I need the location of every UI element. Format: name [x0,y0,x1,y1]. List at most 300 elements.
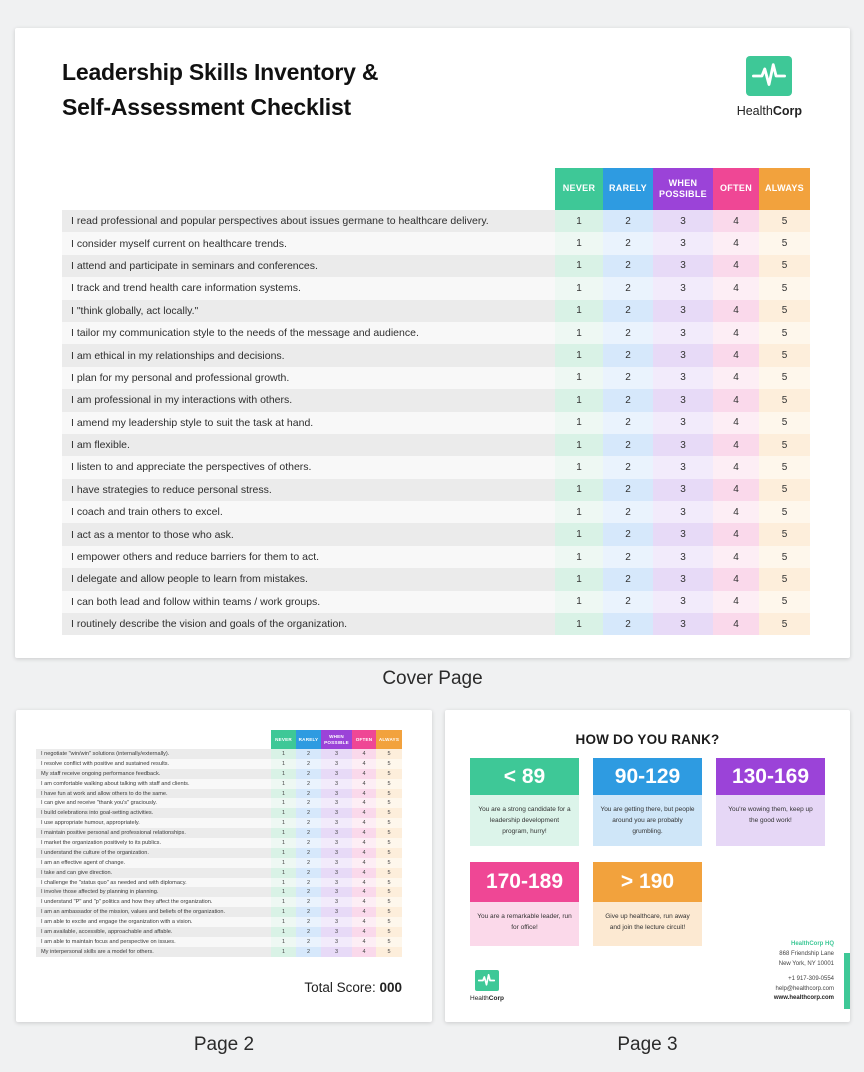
page2-row [36,917,402,927]
page2-rating-always[interactable]: 5 [376,838,402,848]
cover-rating-always[interactable]: 5 [759,210,810,232]
rank-card-2 [593,758,702,846]
page2-rating-rarely[interactable]: 2 [296,887,321,897]
cover-rating-never[interactable]: 1 [555,613,603,635]
cover-rating-often[interactable]: 4 [713,501,759,523]
cover-row [62,568,810,590]
page2-rating-always[interactable]: 5 [376,759,402,769]
cover-rating-often[interactable]: 4 [713,546,759,568]
page2-rating-never[interactable]: 1 [271,818,296,828]
page2-rating-often[interactable]: 4 [352,789,376,799]
page2-rating-never[interactable]: 1 [271,937,296,947]
cover-rating-never[interactable]: 1 [555,255,603,277]
page2-statement: I build celebrations into goal-setting activities. [36,808,271,818]
cover-rating-often[interactable]: 4 [713,255,759,277]
page2-row [36,937,402,947]
page2-rating-often[interactable]: 4 [352,907,376,917]
rank-card-1 [470,758,579,846]
cover-rating-rarely[interactable]: 2 [603,434,653,456]
page2-rating-when-possible[interactable]: 3 [321,848,352,858]
total-score [304,980,402,995]
cover-rating-never[interactable]: 1 [555,523,603,545]
cover-rating-often[interactable]: 4 [713,568,759,590]
cover-rating-often[interactable]: 4 [713,322,759,344]
page2-rating-rarely[interactable]: 2 [296,897,321,907]
cover-rating-when-possible[interactable]: 3 [653,613,713,635]
cover-rating-when-possible[interactable]: 3 [653,456,713,478]
cover-row [62,546,810,568]
page2-row [36,789,402,799]
page2-rating-rarely[interactable]: 2 [296,927,321,937]
cover-statement: I have strategies to reduce personal stress. [62,479,555,501]
cover-rating-often[interactable]: 4 [713,412,759,434]
page2-rating-often[interactable]: 4 [352,749,376,759]
cover-rating-rarely[interactable]: 2 [603,546,653,568]
contact-address1: 868 Friendship Lane [779,951,834,958]
rank-range: 170-189 [470,862,579,902]
cover-statement: I track and trend health care information systems. [62,277,555,299]
cover-statement: I routinely describe the vision and goals of the organization. [62,613,555,635]
page2-rating-often[interactable]: 4 [352,779,376,789]
page2-rating-rarely[interactable]: 2 [296,917,321,927]
cover-rating-often[interactable]: 4 [713,523,759,545]
page2-rating-when-possible[interactable]: 3 [321,887,352,897]
page2-rating-never[interactable]: 1 [271,789,296,799]
page2-rating-always[interactable]: 5 [376,937,402,947]
page2-rating-often[interactable]: 4 [352,808,376,818]
cover-rating-always[interactable]: 5 [759,591,810,613]
cover-row [62,300,810,322]
page2-rating-when-possible[interactable]: 3 [321,759,352,769]
accent-stripe [844,953,850,1009]
column-header-rarely: RARELY [296,730,321,749]
cover-rating-never[interactable]: 1 [555,456,603,478]
page2-rating-always[interactable]: 5 [376,818,402,828]
page2-rating-often[interactable]: 4 [352,798,376,808]
cover-rating-never[interactable]: 1 [555,568,603,590]
cover-rating-when-possible[interactable]: 3 [653,412,713,434]
page2-rating-when-possible[interactable]: 3 [321,947,352,957]
cover-rating-always[interactable]: 5 [759,568,810,590]
page2-statement: I am available, accessible, approachable and affable. [36,927,271,937]
page2-rating-rarely[interactable]: 2 [296,769,321,779]
page2-rating-never[interactable]: 1 [271,887,296,897]
column-header-when-possible: WHEN POSSIBLE [321,730,352,749]
cover-rating-when-possible[interactable]: 3 [653,434,713,456]
page2-rating-always[interactable]: 5 [376,808,402,818]
page2-header-row [36,730,402,749]
page2-rating-rarely[interactable]: 2 [296,878,321,888]
brand-bold: Corp [772,104,802,118]
rank-description: You are a remarkable leader, run for office! [470,902,579,946]
cover-row [62,479,810,501]
page2-rating-when-possible[interactable]: 3 [321,749,352,759]
cover-rating-never[interactable]: 1 [555,367,603,389]
cover-row [62,344,810,366]
cover-rating-never[interactable]: 1 [555,300,603,322]
page2-rating-when-possible[interactable]: 3 [321,907,352,917]
page2-statement: I market the organization positively to its publics. [36,838,271,848]
cover-rating-always[interactable]: 5 [759,300,810,322]
page2-rating-often[interactable]: 4 [352,897,376,907]
page2-statement: I am able to excite and engage the organization with a vision. [36,917,271,927]
cover-rating-when-possible[interactable]: 3 [653,277,713,299]
cover-row [62,591,810,613]
page2-rating-often[interactable]: 4 [352,937,376,947]
cover-statement: I read professional and popular perspectives about issues germane to healthcare delivery. [62,210,555,232]
cover-rating-rarely[interactable]: 2 [603,613,653,635]
cover-row [62,210,810,232]
page2-rating-never[interactable]: 1 [271,848,296,858]
page2-statement: I resolve conflict with positive and sustained results. [36,759,271,769]
cover-rating-rarely[interactable]: 2 [603,344,653,366]
page2-rating-never[interactable]: 1 [271,878,296,888]
healthcorp-logo-small [470,970,504,1002]
contact-block [774,940,834,1004]
page2-row [36,897,402,907]
cover-row [62,434,810,456]
cover-rating-always[interactable]: 5 [759,277,810,299]
page2-rating-never[interactable]: 1 [271,838,296,848]
page2-rating-when-possible[interactable]: 3 [321,818,352,828]
cover-page-thumbnail[interactable] [15,28,850,658]
page2-rating-never[interactable]: 1 [271,897,296,907]
page2-rating-when-possible[interactable]: 3 [321,828,352,838]
page2-rating-often[interactable]: 4 [352,878,376,888]
cover-rating-always[interactable]: 5 [759,412,810,434]
cover-rating-never[interactable]: 1 [555,412,603,434]
page2-rating-always[interactable]: 5 [376,779,402,789]
page2-rating-when-possible[interactable]: 3 [321,808,352,818]
cover-rating-always[interactable]: 5 [759,255,810,277]
rank-description: You are getting there, but people around you are probably grumbling. [593,795,702,846]
page2-rating-often[interactable]: 4 [352,868,376,878]
page2-rating-never[interactable]: 1 [271,927,296,937]
page2-rating-always[interactable]: 5 [376,828,402,838]
page2-rating-rarely[interactable]: 2 [296,907,321,917]
page2-rating-rarely[interactable]: 2 [296,749,321,759]
cover-rating-often[interactable]: 4 [713,434,759,456]
column-header-rarely: RARELY [603,168,653,210]
cover-rating-often[interactable]: 4 [713,591,759,613]
cover-rating-rarely[interactable]: 2 [603,456,653,478]
page2-rating-when-possible[interactable]: 3 [321,917,352,927]
page2-row [36,808,402,818]
cover-rating-always[interactable]: 5 [759,344,810,366]
page2-rating-always[interactable]: 5 [376,868,402,878]
page2-row [36,749,402,759]
page2-row [36,818,402,828]
cover-statement: I listen to and appreciate the perspectives of others. [62,456,555,478]
page2-rating-when-possible[interactable]: 3 [321,897,352,907]
cover-rating-when-possible[interactable]: 3 [653,546,713,568]
page2-row [36,858,402,868]
page2-rating-when-possible[interactable]: 3 [321,868,352,878]
page2-row [36,769,402,779]
cover-rating-always[interactable]: 5 [759,456,810,478]
page3-thumbnail[interactable] [445,710,850,1022]
page2-rating-often[interactable]: 4 [352,887,376,897]
cover-row [62,613,810,635]
page2-rating-when-possible[interactable]: 3 [321,878,352,888]
page2-row [36,828,402,838]
page2-rating-never[interactable]: 1 [271,779,296,789]
cover-rating-rarely[interactable]: 2 [603,591,653,613]
cover-rating-often[interactable]: 4 [713,456,759,478]
page2-rating-often[interactable]: 4 [352,927,376,937]
cover-rating-often[interactable]: 4 [713,479,759,501]
page2-rating-rarely[interactable]: 2 [296,798,321,808]
page2-statement: I understand the culture of the organization. [36,848,271,858]
cover-rating-never[interactable]: 1 [555,434,603,456]
cover-rating-rarely[interactable]: 2 [603,367,653,389]
column-header-when-possible: WHEN POSSIBLE [653,168,713,210]
cover-rating-always[interactable]: 5 [759,389,810,411]
cover-rating-rarely[interactable]: 2 [603,412,653,434]
assessment-table-page2 [36,730,402,957]
rank-range: > 190 [593,862,702,902]
cover-statement: I am ethical in my relationships and decisions. [62,344,555,366]
page2-rating-often[interactable]: 4 [352,947,376,957]
rank-description: You are a strong candidate for a leadership development program, hurry! [470,795,579,846]
cover-page-caption: Cover Page [382,668,483,689]
cover-rating-when-possible[interactable]: 3 [653,568,713,590]
cover-rating-when-possible[interactable]: 3 [653,300,713,322]
cover-rating-always[interactable]: 5 [759,232,810,254]
cover-rating-always[interactable]: 5 [759,479,810,501]
cover-rating-never[interactable]: 1 [555,501,603,523]
cover-rating-often[interactable]: 4 [713,344,759,366]
cover-rating-always[interactable]: 5 [759,367,810,389]
cover-rating-never[interactable]: 1 [555,210,603,232]
total-score-label: Total Score: [304,980,376,995]
cover-rating-rarely[interactable]: 2 [603,479,653,501]
page2-rating-when-possible[interactable]: 3 [321,858,352,868]
cover-statement: I amend my leadership style to suit the task at hand. [62,412,555,434]
page2-rating-never[interactable]: 1 [271,769,296,779]
page2-rating-often[interactable]: 4 [352,759,376,769]
page2-statement: I take and can give direction. [36,868,271,878]
page2-statement: I can give and receive "thank you's" graciously. [36,798,271,808]
page2-rating-always[interactable]: 5 [376,907,402,917]
cover-header-spacer [62,168,555,210]
page2-rating-always[interactable]: 5 [376,878,402,888]
cover-row [62,412,810,434]
page2-rating-rarely[interactable]: 2 [296,838,321,848]
cover-rating-when-possible[interactable]: 3 [653,322,713,344]
cover-rating-often[interactable]: 4 [713,367,759,389]
cover-rating-never[interactable]: 1 [555,479,603,501]
cover-row [62,367,810,389]
page2-statement: I use appropriate humour, appropriately. [36,818,271,828]
rank-range: 90-129 [593,758,702,795]
page2-rating-never[interactable]: 1 [271,858,296,868]
page2-rating-never[interactable]: 1 [271,917,296,927]
cover-rating-rarely[interactable]: 2 [603,568,653,590]
page2-statement: I am comfortable walking about talking with staff and clients. [36,779,271,789]
page2-statement: My staff receive ongoing performance feedback. [36,769,271,779]
page2-rating-rarely[interactable]: 2 [296,808,321,818]
cover-rating-always[interactable]: 5 [759,546,810,568]
rank-cards [470,758,825,946]
page2-rating-often[interactable]: 4 [352,828,376,838]
page2-row [36,798,402,808]
page2-row [36,868,402,878]
page2-rating-often[interactable]: 4 [352,838,376,848]
brand-bold: Corp [488,995,504,1002]
assessment-table [62,168,810,635]
page2-rating-never[interactable]: 1 [271,828,296,838]
contact-website: www.healthcorp.com [773,995,834,1002]
contact-address2: New York, NY 10001 [778,960,834,967]
cover-rating-when-possible[interactable]: 3 [653,501,713,523]
page2-rating-rarely[interactable]: 2 [296,818,321,828]
page2-thumbnail[interactable] [16,710,432,1022]
cover-rating-rarely[interactable]: 2 [603,523,653,545]
cover-rating-when-possible[interactable]: 3 [653,232,713,254]
page2-rating-often[interactable]: 4 [352,858,376,868]
page2-rating-always[interactable]: 5 [376,769,402,779]
heartbeat-icon [746,56,792,96]
page2-rating-never[interactable]: 1 [271,759,296,769]
cover-rating-often[interactable]: 4 [713,277,759,299]
page2-rating-when-possible[interactable]: 3 [321,838,352,848]
cover-rating-often[interactable]: 4 [713,613,759,635]
cover-rating-never[interactable]: 1 [555,344,603,366]
cover-rating-always[interactable]: 5 [759,434,810,456]
page2-statement: I negotiate "win/win" solutions (internally/externally). [36,749,271,759]
cover-rating-always[interactable]: 5 [759,501,810,523]
cover-rating-never[interactable]: 1 [555,277,603,299]
page2-rating-never[interactable]: 1 [271,947,296,957]
cover-rating-often[interactable]: 4 [713,389,759,411]
cover-rating-always[interactable]: 5 [759,523,810,545]
page2-rating-when-possible[interactable]: 3 [321,779,352,789]
page2-rating-rarely[interactable]: 2 [296,937,321,947]
cover-rating-when-possible[interactable]: 3 [653,344,713,366]
cover-rating-when-possible[interactable]: 3 [653,479,713,501]
page2-row [36,779,402,789]
cover-rating-never[interactable]: 1 [555,546,603,568]
page2-rating-often[interactable]: 4 [352,818,376,828]
page2-header-spacer [36,730,271,749]
page2-rating-when-possible[interactable]: 3 [321,769,352,779]
page2-caption: Page 2 [193,1034,255,1055]
page2-rating-often[interactable]: 4 [352,769,376,779]
cover-rating-when-possible[interactable]: 3 [653,591,713,613]
page2-rating-often[interactable]: 4 [352,848,376,858]
page2-rating-when-possible[interactable]: 3 [321,937,352,947]
page2-rating-when-possible[interactable]: 3 [321,789,352,799]
cover-statement: I am professional in my interactions with others. [62,389,555,411]
page2-rating-rarely[interactable]: 2 [296,759,321,769]
page2-rating-never[interactable]: 1 [271,808,296,818]
cover-row [62,232,810,254]
cover-rating-when-possible[interactable]: 3 [653,255,713,277]
cover-rating-when-possible[interactable]: 3 [653,389,713,411]
cover-rating-rarely[interactable]: 2 [603,277,653,299]
page2-rating-always[interactable]: 5 [376,749,402,759]
column-header-often: OFTEN [352,730,376,749]
contact-email: help@healthcorp.com [775,985,834,992]
cover-rating-rarely[interactable]: 2 [603,232,653,254]
page2-rating-rarely[interactable]: 2 [296,868,321,878]
page2-rating-always[interactable]: 5 [376,887,402,897]
total-score-value: 000 [379,980,402,995]
cover-rating-never[interactable]: 1 [555,322,603,344]
cover-rating-often[interactable]: 4 [713,210,759,232]
cover-row [62,501,810,523]
page2-rating-always[interactable]: 5 [376,897,402,907]
cover-rating-never[interactable]: 1 [555,232,603,254]
cover-rating-when-possible[interactable]: 3 [653,210,713,232]
cover-statement: I am flexible. [62,434,555,456]
cover-rating-often[interactable]: 4 [713,232,759,254]
cover-rating-rarely[interactable]: 2 [603,210,653,232]
page2-rating-rarely[interactable]: 2 [296,947,321,957]
cover-rating-always[interactable]: 5 [759,322,810,344]
page2-rating-never[interactable]: 1 [271,907,296,917]
page2-rating-always[interactable]: 5 [376,798,402,808]
page2-statement: I am an effective agent of change. [36,858,271,868]
page2-rating-never[interactable]: 1 [271,868,296,878]
contact-phone: +1 917-309-0554 [788,976,834,983]
page2-rating-always[interactable]: 5 [376,927,402,937]
page2-rating-never[interactable]: 1 [271,798,296,808]
cover-statement: I empower others and reduce barriers for them to act. [62,546,555,568]
page2-rating-always[interactable]: 5 [376,947,402,957]
page2-rating-when-possible[interactable]: 3 [321,798,352,808]
page2-rating-always[interactable]: 5 [376,917,402,927]
page2-rating-never[interactable]: 1 [271,749,296,759]
cover-rating-rarely[interactable]: 2 [603,255,653,277]
page2-rating-rarely[interactable]: 2 [296,848,321,858]
page2-rating-always[interactable]: 5 [376,858,402,868]
rank-range: < 89 [470,758,579,795]
page2-rating-always[interactable]: 5 [376,789,402,799]
cover-row [62,255,810,277]
cover-rating-when-possible[interactable]: 3 [653,523,713,545]
cover-rating-rarely[interactable]: 2 [603,300,653,322]
page2-rating-always[interactable]: 5 [376,848,402,858]
cover-rating-rarely[interactable]: 2 [603,389,653,411]
cover-rating-always[interactable]: 5 [759,613,810,635]
page2-rating-when-possible[interactable]: 3 [321,927,352,937]
cover-header-row [62,168,810,210]
page2-rating-rarely[interactable]: 2 [296,828,321,838]
page2-rating-rarely[interactable]: 2 [296,779,321,789]
page2-rating-rarely[interactable]: 2 [296,858,321,868]
page2-rating-rarely[interactable]: 2 [296,789,321,799]
cover-rating-often[interactable]: 4 [713,300,759,322]
cover-rating-never[interactable]: 1 [555,389,603,411]
cover-rating-never[interactable]: 1 [555,591,603,613]
cover-statement: I consider myself current on healthcare trends. [62,232,555,254]
column-header-often: OFTEN [713,168,759,210]
column-header-never: NEVER [555,168,603,210]
cover-rating-rarely[interactable]: 2 [603,501,653,523]
cover-row [62,322,810,344]
cover-statement: I act as a mentor to those who ask. [62,523,555,545]
cover-rating-when-possible[interactable]: 3 [653,367,713,389]
cover-statement: I coach and train others to excel. [62,501,555,523]
page2-rating-often[interactable]: 4 [352,917,376,927]
page2-row [36,907,402,917]
page2-statement: I am able to maintain focus and perspective on issues. [36,937,271,947]
page2-statement: I maintain positive personal and professional relationships. [36,828,271,838]
cover-rating-rarely[interactable]: 2 [603,322,653,344]
page2-row [36,759,402,769]
